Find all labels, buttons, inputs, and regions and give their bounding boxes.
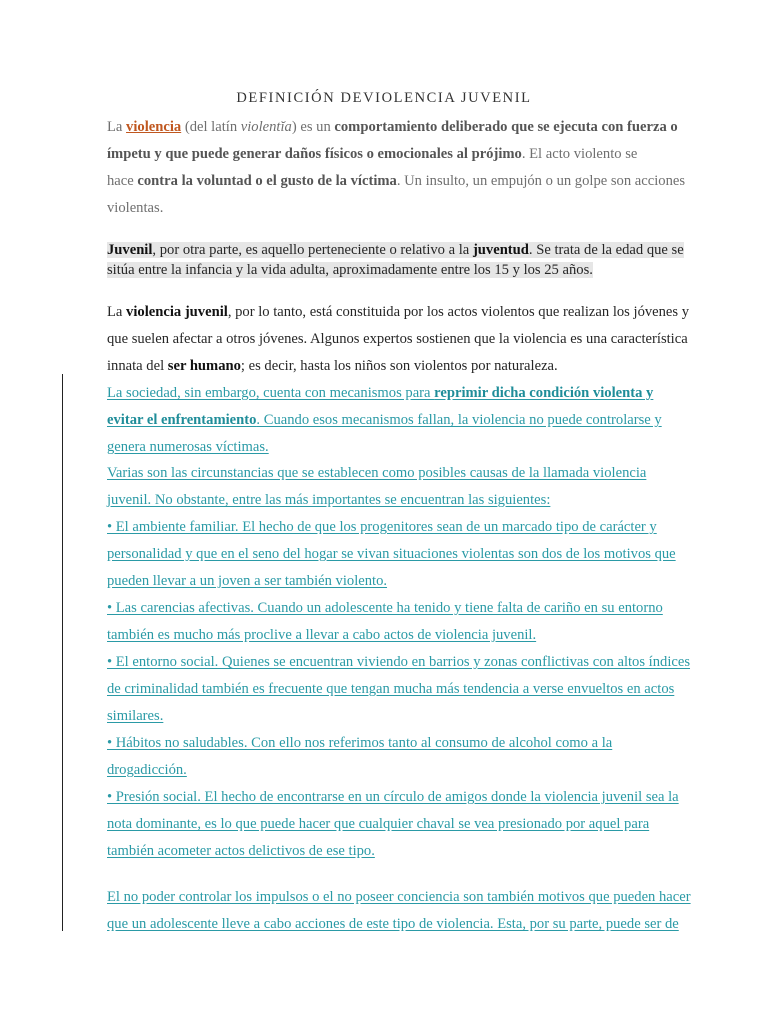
text-run-bold: comportamiento deliberado que se ejecuta con fuerza o	[334, 119, 678, 135]
text-run: , por otra parte, es aquello perteneciente o relativo a la	[152, 242, 473, 258]
text-run-bold: reprimir dicha condición violenta y	[434, 385, 654, 401]
text-run: , por lo tanto, está constituida por los actos violentos que realizan los jóvenes y	[227, 304, 690, 320]
teal-line-16: • Presión social. El hecho de encontrarse en un círculo de amigos donde la violencia juvenil sea la	[107, 789, 679, 805]
paragraph-3-line-1	[107, 303, 689, 321]
text-run: La sociedad, sin embargo, cuenta con mecanismos para	[107, 385, 435, 401]
teal-line-15: drogadicción.	[107, 762, 187, 778]
teal-line-6: • El ambiente familiar. El hecho de que los progenitores sean de un marcado tipo de carácter y	[107, 519, 657, 535]
text-run: ; es decir, hasta los niños son violentos por naturaleza.	[240, 358, 558, 374]
teal-line-5: juvenil. No obstante, entre las más importantes se encuentran las siguientes:	[107, 492, 551, 508]
text-run: . Cuando esos mecanismos fallan, la violencia no puede controlarse y	[256, 412, 662, 428]
text-run-bold: ímpetu y que puede generar daños físicos o emocionales al prójimo	[107, 146, 522, 162]
teal-line-20: que un adolescente lleve a cabo acciones de este tipo de violencia. Esta, por su parte, puede ser de	[107, 916, 679, 932]
paragraph-1-line-3	[107, 172, 685, 190]
text-run: . Un insulto, un empujón o un golpe son acciones	[396, 173, 686, 189]
paragraph-1-line-1	[107, 118, 678, 136]
teal-line-4: Varias son las circunstancias que se establecen como posibles causas de la llamada violencia	[107, 465, 647, 481]
text-run-bold: juventud	[472, 242, 529, 258]
paragraph-3-line-3	[107, 357, 558, 375]
text-run-italic: violentĭa	[240, 119, 292, 135]
text-run: La	[107, 119, 127, 135]
text-run-bold: contra la voluntad o el gusto de la víctima	[137, 173, 397, 189]
teal-line-12: de criminalidad también es frecuente que tengan mucha más tendencia a verse envueltos en actos	[107, 681, 675, 697]
teal-line-8: pueden llevar a un joven a ser también violento.	[107, 573, 388, 589]
highlight-run	[107, 242, 684, 258]
text-run: que suelen afectar a otros jóvenes. Algunos expertos sostienen que la violencia es una característica	[107, 331, 688, 347]
teal-line-2	[107, 411, 662, 429]
teal-line-9: • Las carencias afectivas. Cuando un adolescente ha tenido y tiene falta de cariño en su entorno	[107, 600, 663, 616]
teal-line-10: también es mucho más proclive a llevar a cabo actos de violencia juvenil.	[107, 627, 537, 643]
text-run: ) es un	[291, 119, 335, 135]
link-violencia[interactable]: violencia	[126, 119, 182, 135]
text-run: hace	[107, 173, 138, 189]
paragraph-3-line-2	[107, 330, 688, 348]
highlight-run: sitúa entre la infancia y la vida adulta, aproximadamente entre los 15 y los 25 años.	[107, 262, 593, 278]
text-run: . Se trata de la edad que se	[528, 242, 684, 258]
teal-line-11: • El entorno social. Quienes se encuentran viviendo en barrios y zonas conflictivas con altos índices	[107, 654, 691, 670]
teal-line-19: El no poder controlar los impulsos o el no poseer conciencia son también motivos que pueden hacer	[107, 889, 691, 905]
teal-line-3: genera numerosas víctimas.	[107, 439, 269, 455]
text-run: . El acto violento se	[521, 146, 638, 162]
teal-line-1	[107, 384, 653, 402]
text-run-bold: evitar el enfrentamiento	[107, 412, 257, 428]
teal-line-7: personalidad y que en el seno del hogar se vivan situaciones violentas son dos de los motivos que	[107, 546, 676, 562]
paragraph-1-line-2	[107, 145, 637, 163]
text-run: La	[107, 304, 127, 320]
teal-line-18: también acometer actos delictivos de ese tipo.	[107, 843, 375, 859]
text-run: innata del	[107, 358, 168, 374]
text-run-bold: violencia juvenil	[126, 304, 228, 320]
text-run-bold: Juvenil	[107, 242, 153, 258]
change-bar	[62, 374, 63, 931]
text-run-bold: ser humano	[167, 358, 241, 374]
document-title: DEFINICIÓN DEVIOLENCIA JUVENIL	[236, 90, 532, 106]
paragraph-2-line-2	[107, 261, 593, 279]
text-run: violentas.	[107, 200, 164, 216]
text-run: (del latín	[181, 119, 241, 135]
teal-line-17: nota dominante, es lo que puede hacer que cualquier chaval se vea presionado por aquel para	[107, 816, 650, 832]
paragraph-2-line-1	[107, 241, 684, 259]
teal-line-14: • Hábitos no saludables. Con ello nos referimos tanto al consumo de alcohol como a la	[107, 735, 613, 751]
paragraph-1-line-4	[107, 199, 163, 217]
teal-line-13: similares.	[107, 708, 164, 724]
